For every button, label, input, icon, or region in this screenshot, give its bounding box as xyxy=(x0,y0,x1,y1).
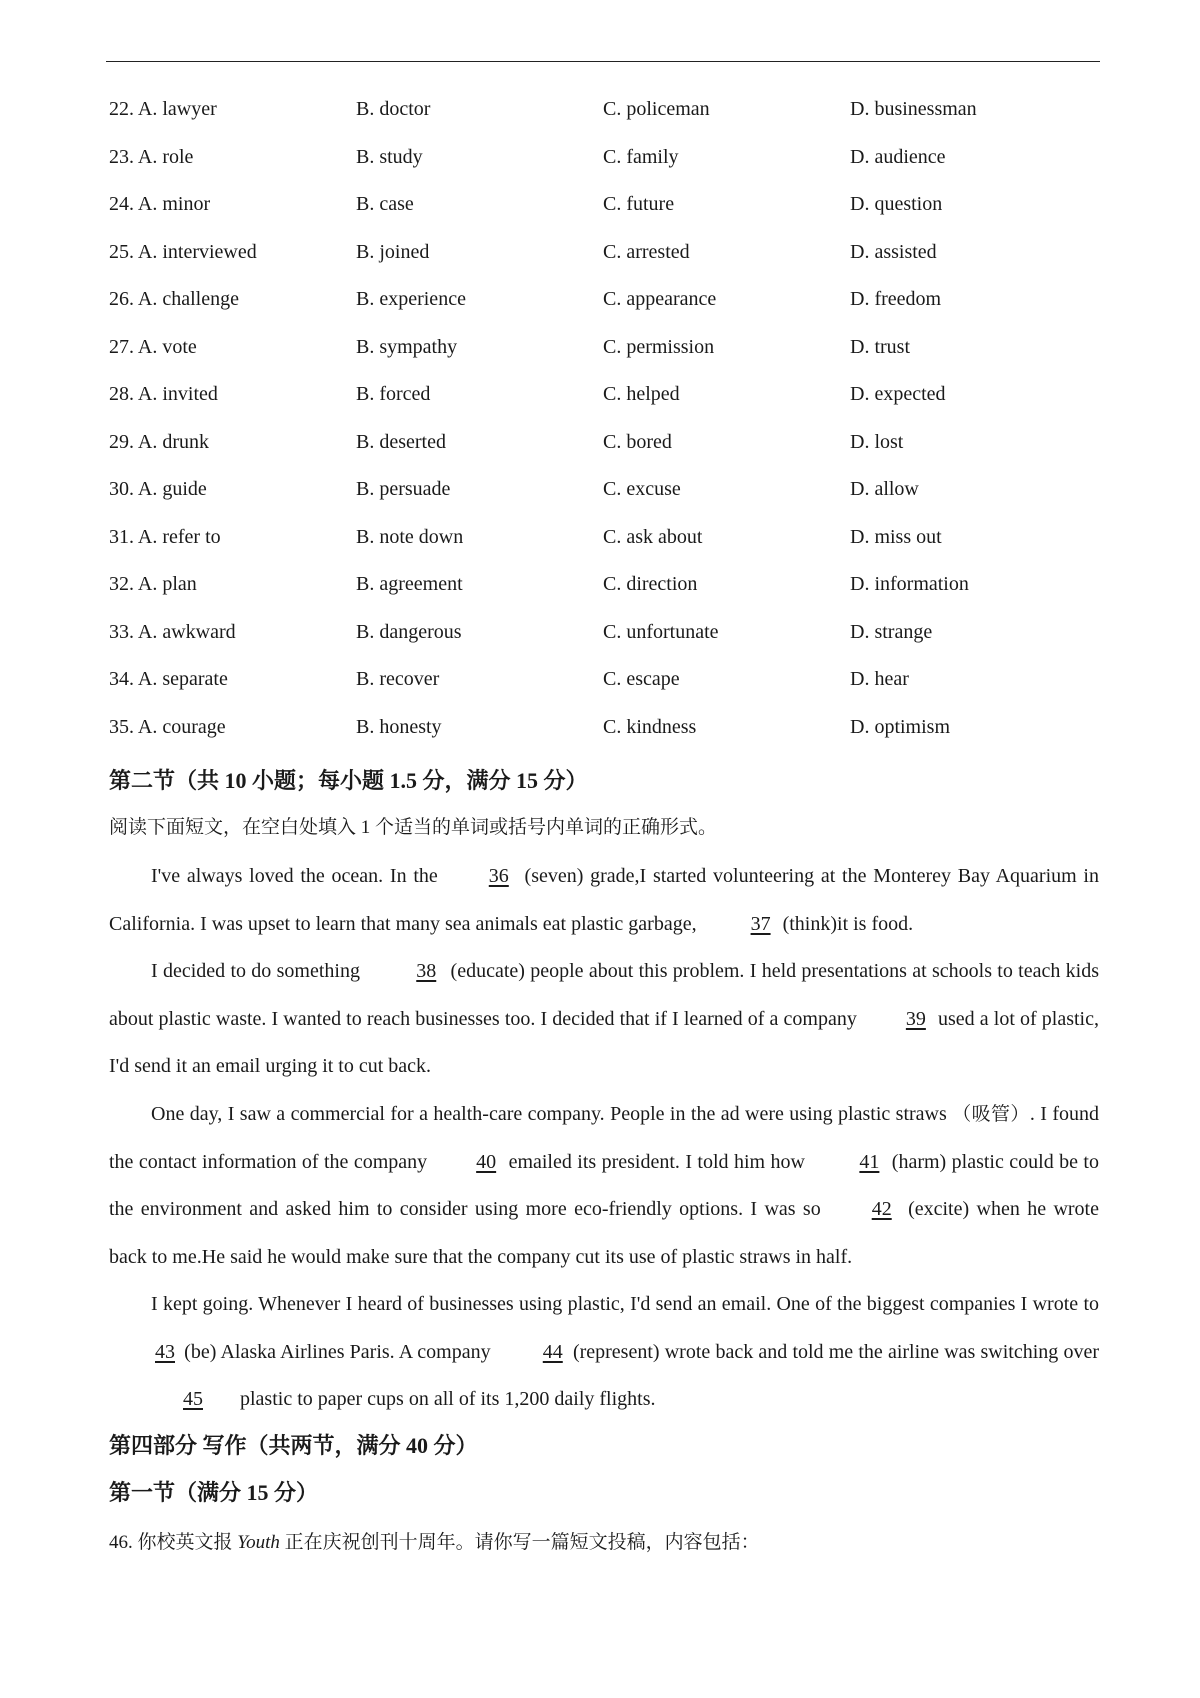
option-c[interactable]: C. excuse xyxy=(603,478,681,500)
option-c[interactable]: C. bored xyxy=(603,430,672,453)
option-b[interactable]: B. recover xyxy=(356,668,440,690)
option-row xyxy=(109,478,1099,526)
option-c[interactable]: C. ask about xyxy=(603,525,703,548)
option-c[interactable]: C. arrested xyxy=(603,240,690,263)
option-a[interactable]: 25. A. interviewed xyxy=(109,240,257,263)
option-d[interactable]: D. businessman xyxy=(850,98,977,120)
blank-38[interactable]: 38 xyxy=(416,960,437,982)
option-a[interactable]: 24. A. minor xyxy=(109,193,211,215)
part4-section1-heading: 第一节（满分 15 分） xyxy=(109,1480,319,1505)
section2-instruction: 阅读下面短文，在空白处填入 1 个适当的单词或括号内单词的正确形式。 xyxy=(109,817,718,838)
option-b[interactable]: B. note down xyxy=(356,525,464,548)
option-c[interactable]: C. appearance xyxy=(603,288,717,310)
option-a[interactable]: 23. A. role xyxy=(109,145,194,168)
passage-paragraph-3: One day, I saw a commercial for a health-care company. People in the ad were using plastic straws （吸管）. I found the contact information of the company 40 emailed its president. I told him how 41 (harm) plastic could be to the environment and asked him to consider using more eco-friendly options. I was so 42 (excite) when he wrote back to me.He said he would make sure that the company cut its use of plastic straws in half. xyxy=(109,1103,1099,1268)
straw-gloss: （吸管） xyxy=(952,1103,1030,1125)
option-c[interactable]: C. family xyxy=(603,145,679,168)
header-rule xyxy=(106,61,1100,62)
option-a[interactable]: 32. A. plan xyxy=(109,573,197,595)
option-b[interactable]: B. honesty xyxy=(356,715,442,738)
blank-44[interactable]: 44 xyxy=(542,1340,563,1363)
option-b[interactable]: B. experience xyxy=(356,288,466,310)
option-c[interactable]: C. unfortunate xyxy=(603,620,719,643)
blank-37[interactable]: 37 xyxy=(750,912,771,935)
option-d[interactable]: D. audience xyxy=(850,145,946,168)
blank-45[interactable]: 45 xyxy=(183,1388,203,1410)
option-row xyxy=(109,193,1099,241)
part4-heading: 第四部分 写作（共两节，满分 40 分） xyxy=(109,1433,478,1458)
option-d[interactable]: D. optimism xyxy=(850,715,951,738)
option-c[interactable]: C. kindness xyxy=(603,715,697,738)
option-row xyxy=(109,621,1099,669)
blank-43[interactable]: 43 xyxy=(155,1340,175,1363)
option-b[interactable]: B. forced xyxy=(356,383,431,405)
option-c[interactable]: C. escape xyxy=(603,668,680,690)
option-a[interactable]: 27. A. vote xyxy=(109,335,197,358)
option-b[interactable]: B. case xyxy=(356,193,414,215)
option-d[interactable]: D. freedom xyxy=(850,288,942,310)
option-a[interactable]: 30. A. guide xyxy=(109,478,207,500)
blank-41[interactable]: 41 xyxy=(859,1150,880,1173)
option-a[interactable]: 29. A. drunk xyxy=(109,430,209,453)
option-a[interactable]: 26. A. challenge xyxy=(109,288,239,310)
passage-paragraph-1: I've always loved the ocean. In the 36 (seven) grade,I started volunteering at the Monterey Bay Aquarium in California. I was upset to learn that many sea animals eat plastic garbage, 37 (think)it is food. xyxy=(109,853,1099,948)
blank-40[interactable]: 40 xyxy=(476,1150,497,1173)
blank-39[interactable]: 39 xyxy=(905,1007,926,1030)
section2-heading: 第二节（共 10 小题；每小题 1.5 分，满分 15 分） xyxy=(109,768,588,793)
option-row xyxy=(109,288,1099,336)
option-row xyxy=(109,431,1099,479)
option-d[interactable]: D. allow xyxy=(850,478,919,500)
option-d[interactable]: D. question xyxy=(850,193,943,215)
option-c[interactable]: C. policeman xyxy=(603,98,710,120)
option-b[interactable]: B. dangerous xyxy=(356,620,462,643)
option-c[interactable]: C. permission xyxy=(603,335,715,358)
option-row xyxy=(109,146,1099,194)
option-d[interactable]: D. strange xyxy=(850,620,933,643)
option-b[interactable]: B. sympathy xyxy=(356,335,458,358)
option-b[interactable]: B. agreement xyxy=(356,573,463,595)
option-row xyxy=(109,526,1099,574)
option-row xyxy=(109,716,1099,764)
option-d[interactable]: D. trust xyxy=(850,335,910,358)
option-b[interactable]: B. deserted xyxy=(356,430,446,453)
newspaper-title: Youth xyxy=(237,1532,280,1553)
option-a[interactable]: 22. A. lawyer xyxy=(109,98,217,120)
option-b[interactable]: B. study xyxy=(356,145,423,168)
option-d[interactable]: D. hear xyxy=(850,668,909,690)
option-row xyxy=(109,573,1099,621)
blank-36[interactable]: 36 xyxy=(488,865,509,887)
option-row xyxy=(109,383,1099,431)
option-d[interactable]: D. lost xyxy=(850,430,904,453)
options-table xyxy=(109,98,1099,763)
option-b[interactable]: B. doctor xyxy=(356,98,431,120)
passage-paragraph-4: I kept going. Whenever I heard of businesses using plastic, I'd send an email. One of the biggest companies I wrote to 43 (be) Alaska Airlines Paris. A company 44 (represent) wrote back and told me the airline was switching over 45 plastic to paper cups on all of its 1,200 daily flights. xyxy=(109,1281,1099,1424)
option-c[interactable]: C. direction xyxy=(603,573,698,595)
option-row xyxy=(109,241,1099,289)
option-a[interactable]: 35. A. courage xyxy=(109,715,226,738)
option-row xyxy=(109,336,1099,384)
option-row xyxy=(109,98,1099,146)
option-a[interactable]: 31. A. refer to xyxy=(109,525,221,548)
option-d[interactable]: D. assisted xyxy=(850,240,937,263)
option-a[interactable]: 34. A. separate xyxy=(109,668,228,690)
option-b[interactable]: B. joined xyxy=(356,240,430,263)
passage-paragraph-2: I decided to do something 38 (educate) people about this problem. I held presentations at schools to teach kids about plastic waste. I wanted to reach businesses too. I decided that if I learned of a company 39 used a lot of plastic, I'd send it an email urging it to cut back. xyxy=(109,948,1099,1091)
blank-42[interactable]: 42 xyxy=(871,1198,892,1220)
option-a[interactable]: 33. A. awkward xyxy=(109,620,236,643)
option-d[interactable]: D. expected xyxy=(850,383,946,405)
option-c[interactable]: C. future xyxy=(603,193,675,215)
option-d[interactable]: D. information xyxy=(850,573,969,595)
option-a[interactable]: 28. A. invited xyxy=(109,383,218,405)
option-b[interactable]: B. persuade xyxy=(356,478,451,500)
option-d[interactable]: D. miss out xyxy=(850,525,942,548)
option-c[interactable]: C. helped xyxy=(603,383,680,405)
option-row xyxy=(109,668,1099,716)
question-46: 46. 你校英文报 Youth 正在庆祝创刊十周年。请你写一篇短文投稿，内容包括： xyxy=(109,1532,760,1553)
